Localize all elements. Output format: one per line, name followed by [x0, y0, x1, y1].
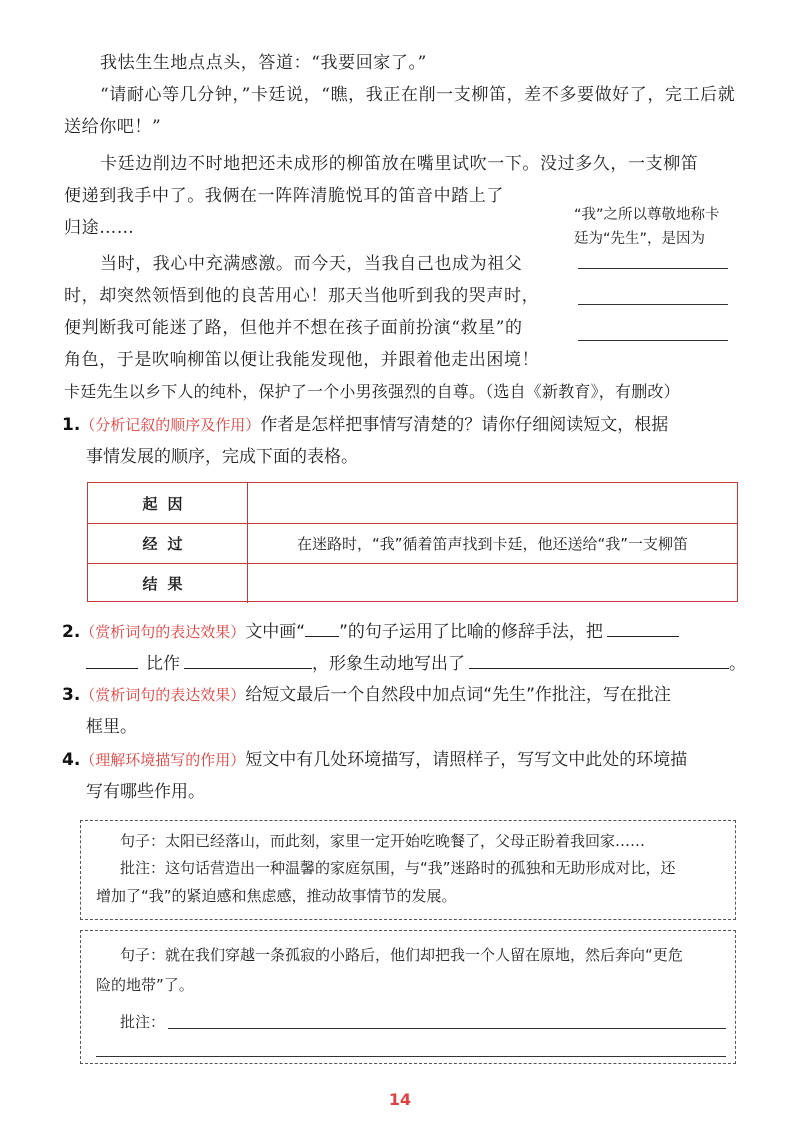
passage-line: “请耐心等几分钟，”卡廷说，“瞧，我正在削一支柳笛，差不多要做好了，完工后就 — [100, 85, 736, 105]
passage-line: 时，却突然领悟到他的良苦用心！那天当他听到我的哭声时， — [64, 286, 540, 306]
question-1 — [62, 414, 668, 436]
underline-marker — [305, 620, 339, 637]
annotation-label: 批注： — [120, 1013, 166, 1031]
table-row — [88, 483, 737, 523]
passage-line: 归途…… — [64, 218, 135, 238]
passage-line: 当时，我心中充满感激。而今天，当我自己也成为祖父 — [100, 254, 523, 274]
question-number: 3. — [62, 685, 81, 705]
passage-line: 我怯生生地点点头，答道：“我要回家了。” — [100, 53, 427, 73]
question-2-cont — [86, 652, 746, 675]
row-answer[interactable] — [248, 564, 737, 603]
question-text: 。 — [729, 654, 746, 674]
question-4 — [62, 749, 687, 771]
example-note: 批注：这句话营造出一种温馨的家庭氛围，与“我”迷路时的孤独和无助形成对比，还 — [120, 859, 676, 877]
question-1-cont: 事情发展的顺序，完成下面的表格。 — [86, 447, 358, 467]
margin-answer-line[interactable] — [578, 304, 728, 305]
exercise-sentence: 句子：就在我们穿越一条孤寂的小路后，他们却把我一个人留在原地，然后奔向“更危 — [120, 946, 683, 964]
question-number: 2. — [62, 622, 81, 642]
exercise-sentence-cont: 险的地带”了。 — [96, 976, 194, 994]
passage-line: 送给你吧！” — [64, 117, 162, 137]
question-text: 给短文最后一个自然段中加点词“先生”作批注，写在批注 — [245, 685, 671, 705]
row-label: 结果 — [88, 564, 248, 603]
question-text: 短文中有几处环境描写，请照样子，写写文中此处的环境描 — [245, 750, 688, 770]
margin-answer-line[interactable] — [578, 340, 728, 341]
question-text: ，形象生动地写出了 — [312, 654, 465, 674]
question-2 — [62, 620, 679, 643]
margin-note-line: “我”之所以尊敬地称卡 — [574, 207, 720, 223]
question-3-cont: 框里。 — [86, 717, 137, 737]
table-row — [88, 563, 737, 603]
example-note-cont: 增加了“我”的紧迫感和焦虑感，推动故事情节的发展。 — [96, 887, 457, 905]
skill-tag: （赏析词句的表达效果） — [80, 623, 246, 641]
row-label: 起因 — [88, 483, 248, 523]
margin-answer-line[interactable] — [578, 268, 728, 269]
question-4-cont: 写有哪些作用。 — [86, 782, 205, 802]
passage-line: 角色，于是吹响柳笛以便让我能发现他，并跟着他走出困境！ — [64, 350, 540, 370]
skill-tag: （赏析词句的表达效果） — [80, 686, 246, 704]
margin-note-line: 廷为“先生”，是因为 — [574, 231, 706, 247]
answer-blank[interactable] — [607, 620, 679, 637]
question-text: ”的句子运用了比喻的修辞手法，把 — [339, 622, 603, 642]
skill-tag: （理解环境描写的作用） — [80, 751, 246, 769]
question-number: 4. — [62, 750, 81, 770]
table-row — [88, 523, 737, 563]
question-3 — [62, 684, 671, 706]
answer-blank[interactable] — [86, 652, 138, 669]
row-label: 经过 — [88, 524, 248, 563]
passage-line: 便递到我手中了。我俩在一阵阵清脆悦耳的笛音中踏上了 — [64, 186, 504, 206]
example-sentence: 句子：太阳已经落山，而此刻，家里一定开始吃晚餐了，父母正盼着我回家…… — [120, 832, 646, 850]
row-answer: 在迷路时，“我”循着笛声找到卡廷，他还送给“我”一支柳笛 — [296, 535, 689, 553]
question-number: 1. — [62, 415, 81, 435]
annotation-answer-line[interactable] — [96, 1056, 726, 1057]
skill-tag: （分析记叙的顺序及作用） — [80, 416, 261, 434]
passage-line: 卡廷边削边不时地把还未成形的柳笛放在嘴里试吹一下。没过多久，一支柳笛 — [100, 154, 699, 174]
question-text: 文中画“ — [245, 622, 306, 642]
question-text: 作者是怎样把事情写清楚的？请你仔细阅读短文，根据 — [260, 415, 669, 435]
row-answer[interactable] — [248, 483, 737, 523]
question-text: 比作 — [146, 654, 180, 674]
passage-line: 卡廷先生以乡下人的纯朴，保护了一个小男孩强烈的自尊。（选自《新教育》，有删改） — [64, 382, 680, 401]
page-number: 14 — [388, 1090, 412, 1109]
answer-blank[interactable] — [184, 652, 312, 669]
answer-blank[interactable] — [469, 652, 729, 669]
sequence-table — [87, 482, 738, 602]
passage-line: 便判断我可能迷了路，但他并不想在孩子面前扮演“救星”的 — [64, 318, 523, 338]
annotation-answer-line[interactable] — [168, 1028, 726, 1029]
